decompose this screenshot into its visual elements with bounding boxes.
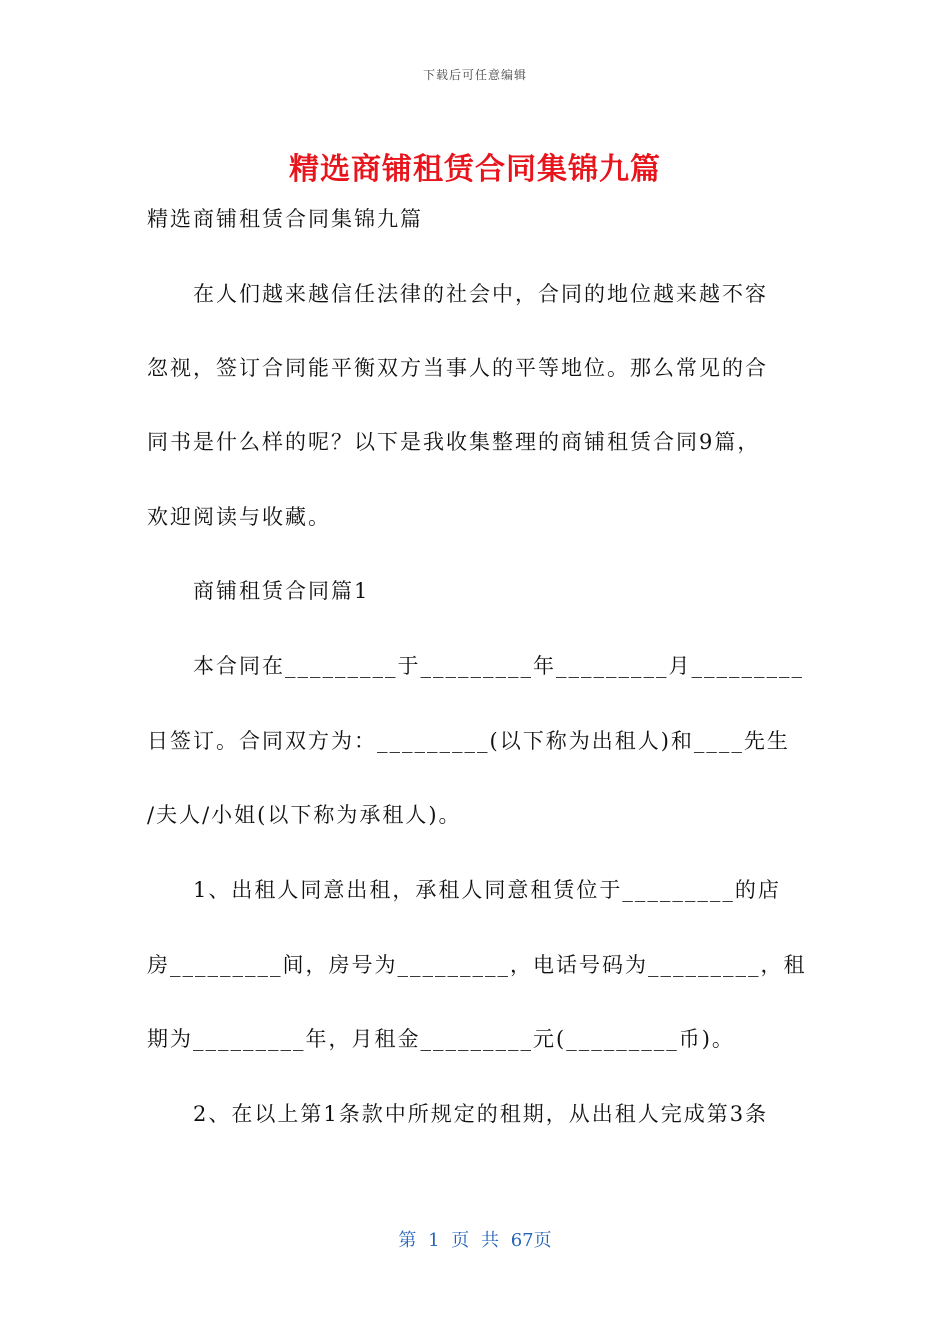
paragraph-line: 1、出租人同意出租，承租人同意租赁位于_________的店 [193,878,781,902]
paragraph-line: 欢迎阅读与收藏。 [147,505,331,529]
paragraph-line: 在人们越来越信任法律的社会中，合同的地位越来越不容 [193,282,768,306]
paragraph-line: 2、在以上第1条款中所规定的租期，从出租人完成第3条 [193,1102,769,1126]
paragraph-line: 期为_________年，月租金_________元(_________币)。 [147,1027,735,1051]
page-pagination: 第 1 页 共 67页 [398,1230,552,1251]
document-title: 精选商铺租赁合同集锦九篇 [289,152,661,187]
subtitle-line: 精选商铺租赁合同集锦九篇 [147,207,423,231]
paragraph-line: 房_________间，房号为_________，电话号码为_________，租 [147,953,807,977]
paragraph-line: 忽视，签订合同能平衡双方当事人的平等地位。那么常见的合 [147,356,768,380]
page-header-note: 下载后可任意编辑 [422,68,527,82]
paragraph-line: 日签订。合同双方为：_________(以下称为出租人)和____先生 [147,729,790,753]
paragraph-line: /夫人/小姐(以下称为承租人)。 [147,803,462,827]
paragraph-line: 同书是什么样的呢？以下是我收集整理的商铺租赁合同9篇， [147,430,761,454]
section-heading: 商铺租赁合同篇1 [193,579,370,603]
paragraph-line: 本合同在_________于_________年_________月_________ [193,654,804,678]
